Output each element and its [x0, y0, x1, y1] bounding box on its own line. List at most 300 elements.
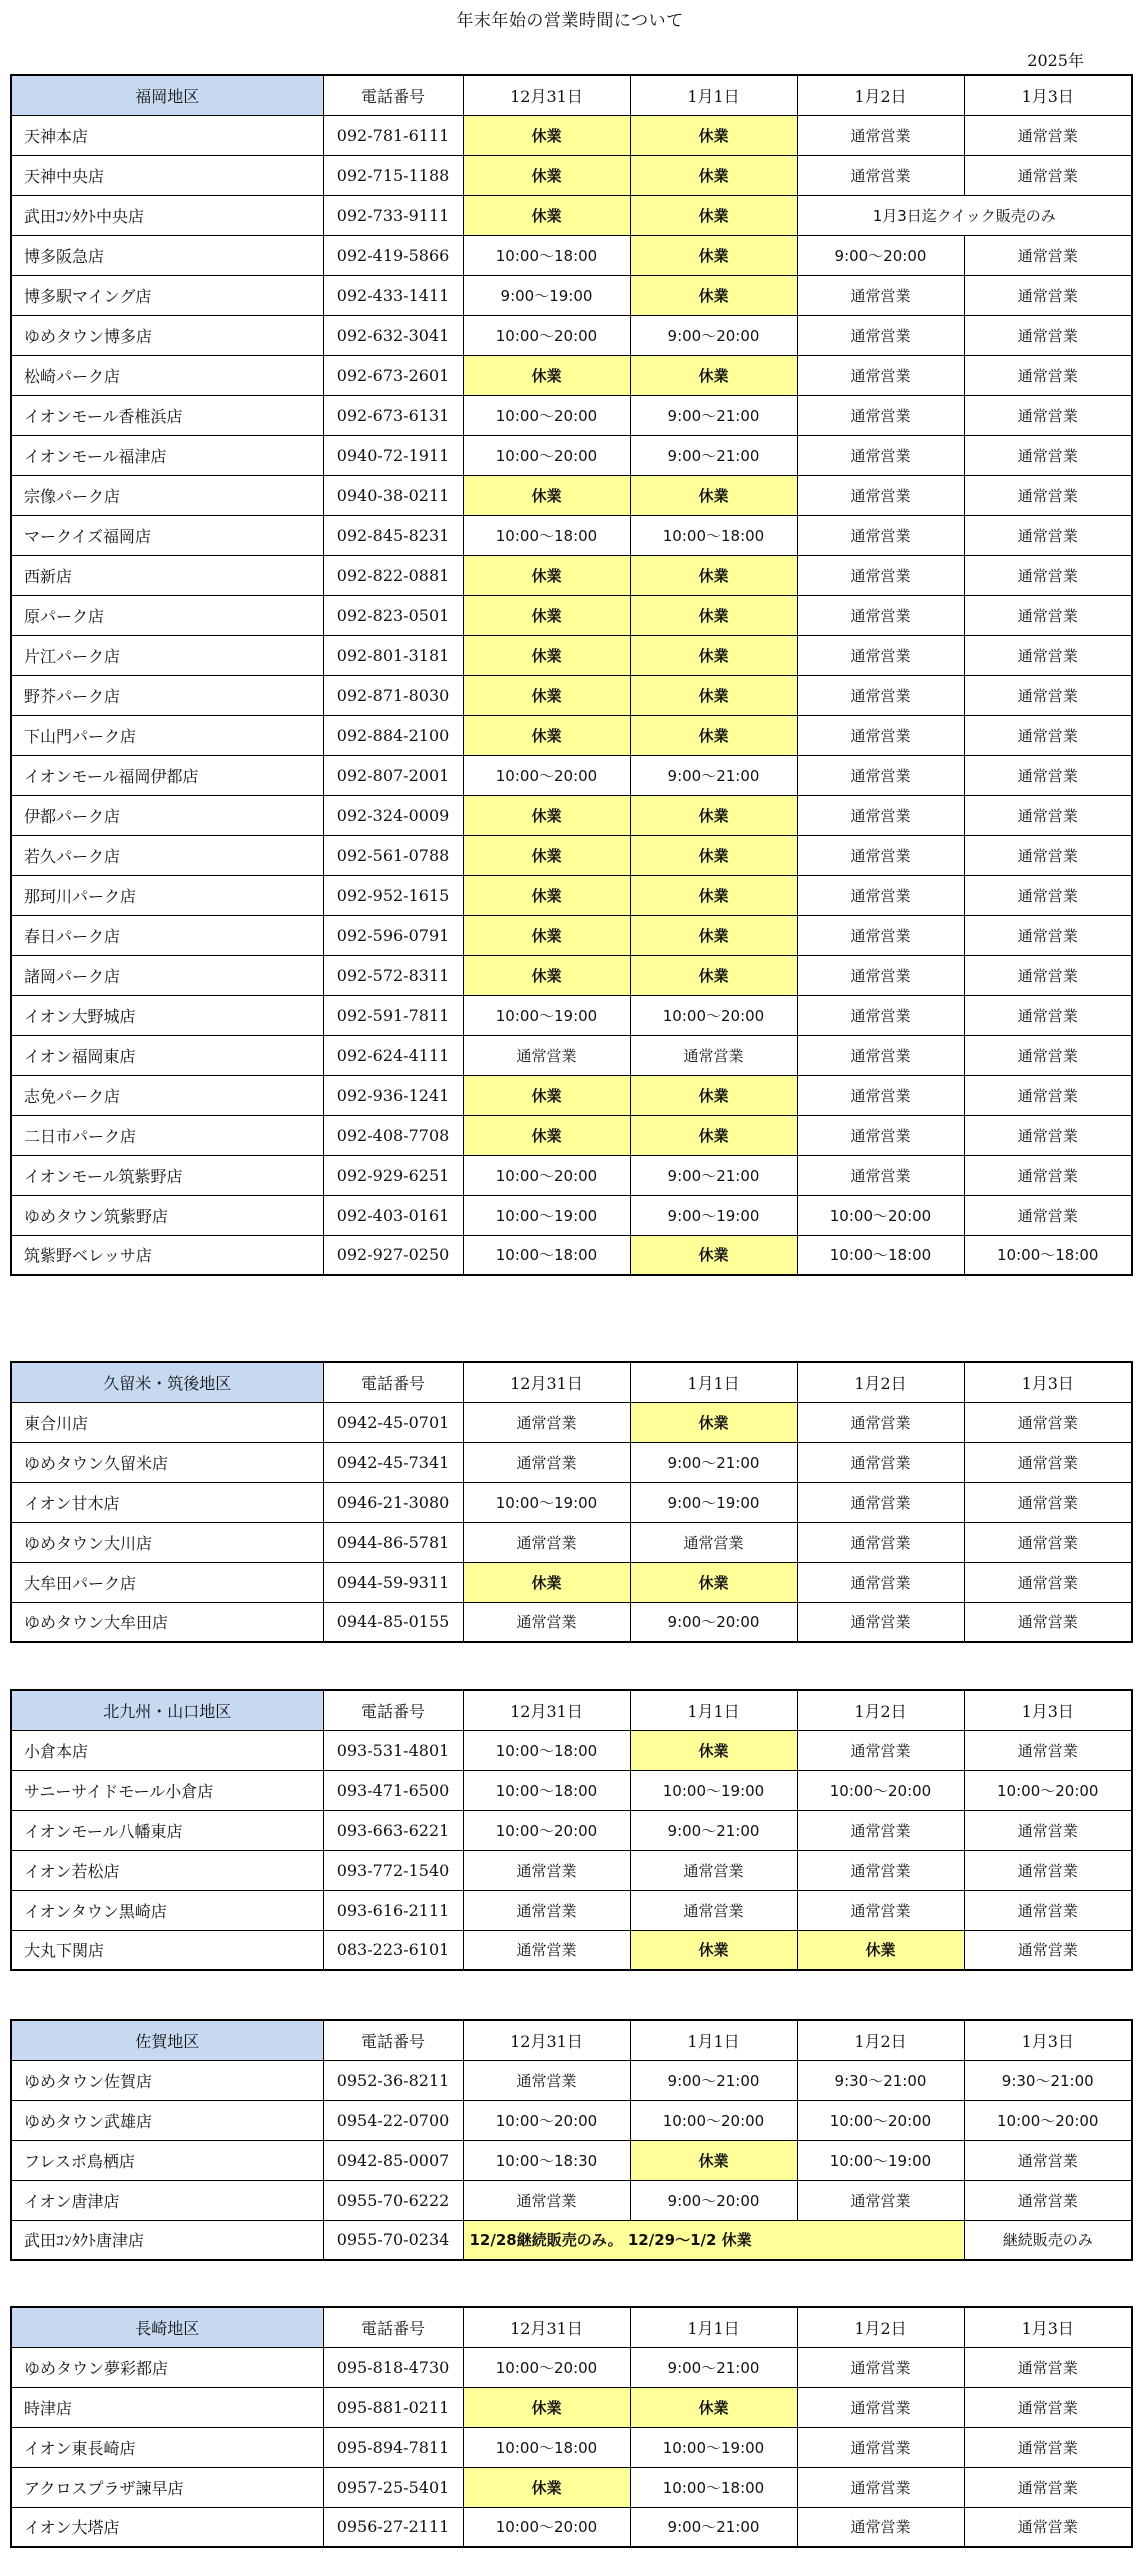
store-phone: 0944-59-9311	[323, 1562, 463, 1602]
hours-cell-closed: 休業	[463, 955, 630, 995]
hours-cell: 10:00～20:00	[463, 1155, 630, 1195]
table-row	[11, 275, 1132, 315]
hours-cell: 9:00～20:00	[630, 315, 797, 355]
hours-cell: 10:00～20:00	[797, 1195, 964, 1235]
hours-cell: 通常営業	[797, 355, 964, 395]
store-name: 武田ｺﾝﾀｸﾄ中央店	[11, 195, 323, 235]
table-row	[11, 2060, 1132, 2100]
table-row	[11, 1730, 1132, 1770]
store-name: 野芥パーク店	[11, 675, 323, 715]
hours-cell: 通常営業	[797, 1850, 964, 1890]
store-phone: 092-419-5866	[323, 235, 463, 275]
hours-cell: 9:00～20:00	[630, 1602, 797, 1642]
hours-cell: 通常営業	[964, 355, 1132, 395]
hours-cell: 通常営業	[964, 1730, 1132, 1770]
store-phone: 092-403-0161	[323, 1195, 463, 1235]
table-row	[11, 1115, 1132, 1155]
hours-cell-closed: 休業	[463, 1115, 630, 1155]
hours-cell: 10:00～18:00	[630, 2467, 797, 2507]
store-name: 下山門パーク店	[11, 715, 323, 755]
hours-cell-closed: 休業	[630, 155, 797, 195]
store-name: イオン東長崎店	[11, 2427, 323, 2467]
table-header-row	[11, 2307, 1132, 2347]
hours-cell: 通常営業	[964, 755, 1132, 795]
hours-cell: 通常営業	[797, 2347, 964, 2387]
store-name: 若久パーク店	[11, 835, 323, 875]
hours-cell-closed: 休業	[463, 915, 630, 955]
table-row	[11, 2507, 1132, 2547]
store-name: 天神本店	[11, 115, 323, 155]
store-phone: 0940-72-1911	[323, 435, 463, 475]
hours-cell-closed: 12/28継続販売のみ。 12/29～1/2 休業	[463, 2220, 964, 2260]
store-name: 志免パーク店	[11, 1075, 323, 1115]
hours-cell: 通常営業	[630, 1035, 797, 1075]
store-phone: 0942-85-0007	[323, 2140, 463, 2180]
region-name: 長崎地区	[11, 2307, 323, 2347]
hours-cell: 通常営業	[964, 1035, 1132, 1075]
hours-cell: 通常営業	[463, 1522, 630, 1562]
hours-cell: 継続販売のみ	[964, 2220, 1132, 2260]
hours-cell: 通常営業	[964, 1522, 1132, 1562]
hours-cell: 通常営業	[797, 595, 964, 635]
hours-cell-closed: 休業	[630, 1115, 797, 1155]
hours-cell: 通常営業	[797, 635, 964, 675]
hours-cell: 通常営業	[797, 1115, 964, 1155]
hours-cell: 通常営業	[964, 1890, 1132, 1930]
table-row	[11, 2100, 1132, 2140]
hours-cell: 通常営業	[797, 875, 964, 915]
header-jan1: 1月1日	[630, 1362, 797, 1402]
table-header-row	[11, 1690, 1132, 1730]
hours-cell: 10:00～18:00	[463, 2427, 630, 2467]
hours-cell: 通常営業	[964, 1482, 1132, 1522]
page-title: 年末年始の営業時間について	[456, 11, 684, 31]
hours-cell-closed: 休業	[630, 195, 797, 235]
hours-cell-closed: 休業	[463, 635, 630, 675]
store-name: ゆめタウン佐賀店	[11, 2060, 323, 2100]
hours-cell: 通常営業	[964, 835, 1132, 875]
hours-cell-closed: 休業	[463, 595, 630, 635]
region-table-kitakyushu-yamaguchi	[10, 1689, 1133, 1971]
store-name: 大丸下関店	[11, 1930, 323, 1970]
hours-cell: 通常営業	[797, 755, 964, 795]
hours-cell: 通常営業	[797, 2467, 964, 2507]
hours-cell: 10:00～20:00	[463, 2347, 630, 2387]
hours-cell: 10:00～19:00	[463, 995, 630, 1035]
store-name: イオンモール筑紫野店	[11, 1155, 323, 1195]
hours-cell: 10:00～18:30	[463, 2140, 630, 2180]
store-phone: 092-673-2601	[323, 355, 463, 395]
store-phone: 092-324-0009	[323, 795, 463, 835]
store-name: アクロスプラザ諫早店	[11, 2467, 323, 2507]
store-phone: 0942-45-0701	[323, 1402, 463, 1442]
hours-cell: 9:30～21:00	[964, 2060, 1132, 2100]
hours-cell: 10:00～20:00	[964, 2100, 1132, 2140]
header-jan2: 1月2日	[797, 1690, 964, 1730]
hours-cell: 通常営業	[964, 1602, 1132, 1642]
table-row	[11, 875, 1132, 915]
table-row	[11, 675, 1132, 715]
header-jan3: 1月3日	[964, 2020, 1132, 2060]
store-name: ゆめタウン筑紫野店	[11, 1195, 323, 1235]
hours-cell: 9:00～20:00	[797, 235, 964, 275]
hours-cell-closed: 休業	[630, 955, 797, 995]
table-row	[11, 195, 1132, 235]
store-phone: 092-807-2001	[323, 755, 463, 795]
region-table-nagasaki	[10, 2306, 1133, 2548]
table-header-row	[11, 75, 1132, 115]
store-phone: 092-801-3181	[323, 635, 463, 675]
table-row	[11, 755, 1132, 795]
store-phone: 0955-70-0234	[323, 2220, 463, 2260]
store-phone: 092-624-4111	[323, 1035, 463, 1075]
header-phone: 電話番号	[323, 2307, 463, 2347]
store-phone: 0946-21-3080	[323, 1482, 463, 1522]
hours-cell: 通常営業	[797, 1810, 964, 1850]
header-jan3: 1月3日	[964, 1690, 1132, 1730]
table-row	[11, 355, 1132, 395]
table-row	[11, 1562, 1132, 1602]
hours-cell: 通常営業	[797, 555, 964, 595]
hours-cell-closed: 休業	[630, 795, 797, 835]
hours-cell: 通常営業	[797, 1442, 964, 1482]
hours-cell: 通常営業	[797, 1482, 964, 1522]
hours-cell-closed: 休業	[463, 715, 630, 755]
hours-cell: 10:00～20:00	[463, 1810, 630, 1850]
table-row	[11, 1602, 1132, 1642]
hours-cell: 通常営業	[964, 915, 1132, 955]
store-phone: 092-936-1241	[323, 1075, 463, 1115]
store-name: サニーサイドモール小倉店	[11, 1770, 323, 1810]
hours-cell: 通常営業	[797, 155, 964, 195]
header-dec31: 12月31日	[463, 1362, 630, 1402]
table-row	[11, 395, 1132, 435]
hours-cell-closed: 休業	[463, 795, 630, 835]
header-jan1: 1月1日	[630, 75, 797, 115]
hours-cell: 10:00～20:00	[964, 1770, 1132, 1810]
store-phone: 092-733-9111	[323, 195, 463, 235]
hours-cell: 通常営業	[797, 1562, 964, 1602]
hours-cell: 通常営業	[964, 475, 1132, 515]
table-row	[11, 1442, 1132, 1482]
hours-cell: 通常営業	[797, 1402, 964, 1442]
store-name: イオン若松店	[11, 1850, 323, 1890]
store-name: フレスポ鳥栖店	[11, 2140, 323, 2180]
table-row	[11, 2180, 1132, 2220]
store-name: 宗像パーク店	[11, 475, 323, 515]
hours-cell: 通常営業	[797, 835, 964, 875]
store-phone: 095-818-4730	[323, 2347, 463, 2387]
store-phone: 092-561-0788	[323, 835, 463, 875]
hours-cell: 通常営業	[797, 1602, 964, 1642]
hours-cell: 通常営業	[797, 1155, 964, 1195]
store-name: イオンモール福岡伊都店	[11, 755, 323, 795]
hours-cell: 10:00～20:00	[797, 1770, 964, 1810]
header-jan2: 1月2日	[797, 2307, 964, 2347]
header-dec31: 12月31日	[463, 2020, 630, 2060]
hours-cell: 通常営業	[797, 915, 964, 955]
hours-cell: 通常営業	[964, 875, 1132, 915]
hours-cell: 通常営業	[463, 1930, 630, 1970]
table-row	[11, 1155, 1132, 1195]
store-name: 筑紫野ベレッサ店	[11, 1235, 323, 1275]
hours-cell-closed: 休業	[463, 2467, 630, 2507]
store-name: 春日パーク店	[11, 915, 323, 955]
store-name: 時津店	[11, 2387, 323, 2427]
hours-cell: 通常営業	[964, 675, 1132, 715]
hours-cell: 通常営業	[463, 1402, 630, 1442]
header-phone: 電話番号	[323, 1690, 463, 1730]
header-phone: 電話番号	[323, 75, 463, 115]
hours-cell: 通常営業	[797, 2507, 964, 2547]
hours-cell: 通常営業	[964, 1155, 1132, 1195]
header-dec31: 12月31日	[463, 1690, 630, 1730]
hours-cell-closed: 休業	[463, 115, 630, 155]
table-row	[11, 115, 1132, 155]
store-name: イオンタウン黒崎店	[11, 1890, 323, 1930]
hours-cell: 10:00～18:00	[630, 515, 797, 555]
store-name: 東合川店	[11, 1402, 323, 1442]
table-row	[11, 1850, 1132, 1890]
table-row	[11, 995, 1132, 1035]
hours-cell-closed: 休業	[630, 115, 797, 155]
hours-cell: 通常営業	[964, 1850, 1132, 1890]
hours-cell: 通常営業	[797, 2387, 964, 2427]
store-name: 伊都パーク店	[11, 795, 323, 835]
table-row	[11, 1810, 1132, 1850]
table-row	[11, 835, 1132, 875]
hours-cell: 10:00～20:00	[463, 2507, 630, 2547]
hours-cell: 10:00～18:00	[463, 515, 630, 555]
hours-cell-closed: 休業	[630, 1402, 797, 1442]
hours-cell: 通常営業	[797, 435, 964, 475]
store-phone: 092-632-3041	[323, 315, 463, 355]
hours-cell: 通常営業	[964, 1195, 1132, 1235]
hours-cell: 通常営業	[964, 1115, 1132, 1155]
store-name: マークイズ福岡店	[11, 515, 323, 555]
store-name: 大牟田パーク店	[11, 1562, 323, 1602]
store-name: ゆめタウン久留米店	[11, 1442, 323, 1482]
table-row	[11, 2140, 1132, 2180]
store-phone: 093-772-1540	[323, 1850, 463, 1890]
hours-cell: 通常営業	[797, 515, 964, 555]
table-row	[11, 2220, 1132, 2260]
hours-cell: 9:00～21:00	[630, 755, 797, 795]
hours-cell: 通常営業	[797, 1075, 964, 1115]
table-row	[11, 1235, 1132, 1275]
hours-cell: 10:00～18:00	[463, 1235, 630, 1275]
table-row	[11, 155, 1132, 195]
store-phone: 0955-70-6222	[323, 2180, 463, 2220]
table-row	[11, 475, 1132, 515]
store-name: イオン大野城店	[11, 995, 323, 1035]
header-phone: 電話番号	[323, 1362, 463, 1402]
hours-cell: 通常営業	[964, 1442, 1132, 1482]
store-phone: 095-894-7811	[323, 2427, 463, 2467]
table-row	[11, 1930, 1132, 1970]
hours-cell: 通常営業	[797, 715, 964, 755]
hours-cell-closed: 休業	[630, 675, 797, 715]
table-row	[11, 555, 1132, 595]
header-jan1: 1月1日	[630, 2020, 797, 2060]
hours-cell-closed: 休業	[630, 1235, 797, 1275]
hours-cell-closed: 休業	[630, 835, 797, 875]
hours-cell-closed: 休業	[463, 155, 630, 195]
table-row	[11, 2467, 1132, 2507]
hours-cell: 通常営業	[964, 955, 1132, 995]
hours-cell-closed: 休業	[630, 595, 797, 635]
table-row	[11, 955, 1132, 995]
hours-cell: 通常営業	[964, 635, 1132, 675]
table-row	[11, 1075, 1132, 1115]
hours-cell: 10:00～20:00	[463, 755, 630, 795]
hours-cell: 10:00～18:00	[463, 1730, 630, 1770]
store-phone: 092-929-6251	[323, 1155, 463, 1195]
table-row	[11, 315, 1132, 355]
hours-cell: 通常営業	[797, 1730, 964, 1770]
hours-cell: 9:00～21:00	[630, 1155, 797, 1195]
hours-cell: 1月3日迄クイック販売のみ	[797, 195, 1132, 235]
hours-cell: 通常営業	[630, 1522, 797, 1562]
table-row	[11, 1035, 1132, 1075]
hours-cell: 通常営業	[797, 955, 964, 995]
table-row	[11, 515, 1132, 555]
hours-cell: 通常営業	[964, 2140, 1132, 2180]
store-name: 小倉本店	[11, 1730, 323, 1770]
hours-cell: 10:00～20:00	[797, 2100, 964, 2140]
hours-cell: 通常営業	[463, 2060, 630, 2100]
hours-cell-closed: 休業	[630, 1730, 797, 1770]
hours-cell: 通常営業	[964, 2427, 1132, 2467]
store-name: ゆめタウン武雄店	[11, 2100, 323, 2140]
hours-cell-closed: 休業	[630, 635, 797, 675]
hours-cell: 10:00～19:00	[463, 1482, 630, 1522]
store-phone: 0954-22-0700	[323, 2100, 463, 2140]
store-phone: 0944-85-0155	[323, 1602, 463, 1642]
header-phone: 電話番号	[323, 2020, 463, 2060]
hours-cell: 通常営業	[964, 2180, 1132, 2220]
hours-cell: 通常営業	[964, 795, 1132, 835]
hours-cell: 通常営業	[463, 2180, 630, 2220]
hours-cell: 9:00～21:00	[630, 435, 797, 475]
region-table-fukuoka	[10, 74, 1133, 1276]
header-jan2: 1月2日	[797, 75, 964, 115]
store-phone: 092-871-8030	[323, 675, 463, 715]
hours-cell: 通常営業	[797, 115, 964, 155]
hours-cell: 通常営業	[964, 435, 1132, 475]
table-row	[11, 1770, 1132, 1810]
hours-cell: 10:00～18:00	[463, 1770, 630, 1810]
hours-cell: 通常営業	[797, 1522, 964, 1562]
table-row	[11, 595, 1132, 635]
hours-cell: 9:00～21:00	[630, 2507, 797, 2547]
region-name: 佐賀地区	[11, 2020, 323, 2060]
hours-cell: 通常営業	[964, 1402, 1132, 1442]
hours-cell-closed: 休業	[630, 1930, 797, 1970]
hours-cell: 9:30～21:00	[797, 2060, 964, 2100]
hours-cell-closed: 休業	[630, 355, 797, 395]
hours-cell: 10:00～19:00	[630, 1770, 797, 1810]
hours-cell-closed: 休業	[463, 835, 630, 875]
store-name: 松崎パーク店	[11, 355, 323, 395]
hours-cell: 通常営業	[964, 155, 1132, 195]
hours-cell: 通常営業	[964, 2387, 1132, 2427]
table-row	[11, 235, 1132, 275]
store-name: 諸岡パーク店	[11, 955, 323, 995]
store-phone: 092-884-2100	[323, 715, 463, 755]
store-name: ゆめタウン大川店	[11, 1522, 323, 1562]
hours-cell: 通常営業	[964, 315, 1132, 355]
hours-cell: 通常営業	[797, 395, 964, 435]
hours-cell: 通常営業	[964, 1075, 1132, 1115]
hours-cell: 10:00～20:00	[463, 315, 630, 355]
hours-cell: 9:00～19:00	[630, 1482, 797, 1522]
store-name: イオンモール八幡東店	[11, 1810, 323, 1850]
store-name: 武田ｺﾝﾀｸﾄ唐津店	[11, 2220, 323, 2260]
store-phone: 092-572-8311	[323, 955, 463, 995]
hours-cell: 通常営業	[964, 2467, 1132, 2507]
hours-cell: 9:00～19:00	[630, 1195, 797, 1235]
table-row	[11, 2427, 1132, 2467]
hours-cell: 9:00～21:00	[630, 2347, 797, 2387]
store-name: ゆめタウン博多店	[11, 315, 323, 355]
store-phone: 0956-27-2111	[323, 2507, 463, 2547]
region-table-saga	[10, 2019, 1133, 2261]
hours-cell-closed: 休業	[630, 2140, 797, 2180]
hours-cell-closed: 休業	[463, 195, 630, 235]
hours-cell: 通常営業	[463, 1602, 630, 1642]
hours-cell-closed: 休業	[630, 235, 797, 275]
hours-cell-closed: 休業	[630, 555, 797, 595]
store-phone: 093-663-6221	[323, 1810, 463, 1850]
table-row	[11, 2387, 1132, 2427]
store-name: 二日市パーク店	[11, 1115, 323, 1155]
hours-cell: 10:00～20:00	[463, 435, 630, 475]
hours-cell: 通常営業	[964, 715, 1132, 755]
table-row	[11, 1482, 1132, 1522]
hours-cell: 通常営業	[964, 2347, 1132, 2387]
hours-cell: 通常営業	[463, 1850, 630, 1890]
store-name: 那珂川パーク店	[11, 875, 323, 915]
store-name: イオンモール香椎浜店	[11, 395, 323, 435]
hours-cell-closed: 休業	[630, 715, 797, 755]
hours-cell: 通常営業	[630, 1850, 797, 1890]
hours-cell-closed: 休業	[463, 1075, 630, 1115]
table-row	[11, 635, 1132, 675]
page-year: 2025年	[1027, 51, 1084, 70]
store-phone: 092-596-0791	[323, 915, 463, 955]
hours-cell-closed: 休業	[463, 875, 630, 915]
store-name: 博多阪急店	[11, 235, 323, 275]
table-row	[11, 1195, 1132, 1235]
hours-cell: 通常営業	[797, 795, 964, 835]
store-phone: 092-715-1188	[323, 155, 463, 195]
store-phone: 095-881-0211	[323, 2387, 463, 2427]
header-dec31: 12月31日	[463, 2307, 630, 2347]
table-row	[11, 715, 1132, 755]
hours-cell: 通常営業	[964, 2507, 1132, 2547]
store-phone: 093-616-2111	[323, 1890, 463, 1930]
hours-cell: 通常営業	[964, 1930, 1132, 1970]
hours-cell: 9:00～21:00	[630, 2060, 797, 2100]
table-row	[11, 915, 1132, 955]
store-phone: 092-927-0250	[323, 1235, 463, 1275]
hours-cell: 通常営業	[964, 995, 1132, 1035]
hours-cell: 9:00～21:00	[630, 1810, 797, 1850]
hours-cell-closed: 休業	[463, 475, 630, 515]
store-phone: 092-591-7811	[323, 995, 463, 1035]
hours-cell-closed: 休業	[630, 915, 797, 955]
